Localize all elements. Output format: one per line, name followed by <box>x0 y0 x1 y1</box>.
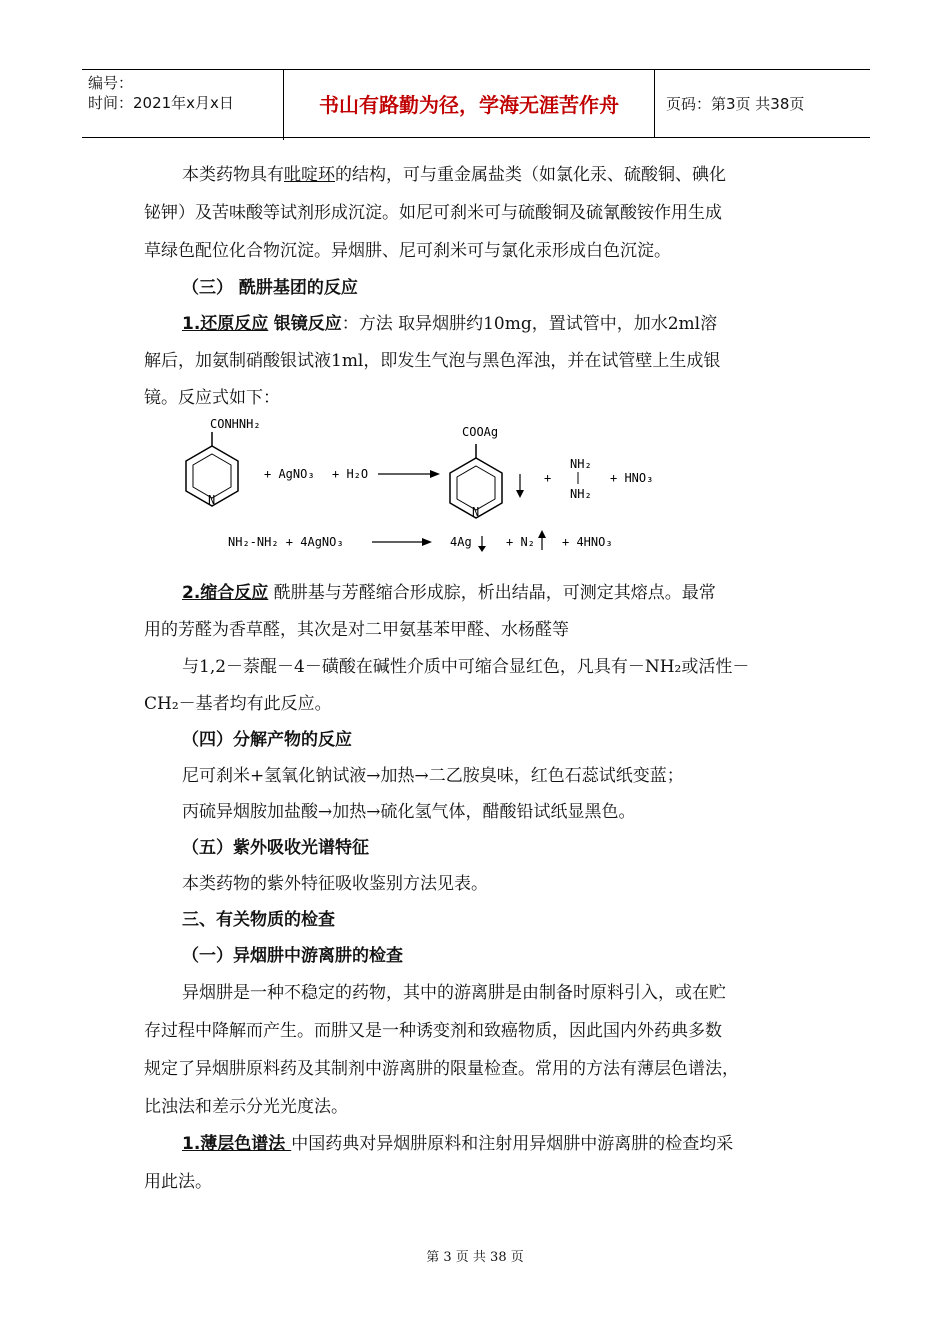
reaction-arrow-2-head <box>422 538 432 546</box>
substituent-label-1: CONHNH₂ <box>210 417 261 431</box>
para-8-line-2: 存过程中降解而产生。而肼又是一种诱变剂和致癌物质，因此国内外药典多数 <box>144 1021 722 1041</box>
para-3-line-1 <box>182 578 842 603</box>
para-4-line-1: 与1,2－萘醌－4－磺酸在碱性介质中可缩合显红色，凡具有－NH₂或活性－ <box>182 657 750 677</box>
para-9-line-2: 用此法。 <box>144 1172 212 1192</box>
para-8-line-3: 规定了异烟肼原料药及其制剂中游离肼的限量检查。常用的方法有薄层色谱法， <box>144 1059 739 1079</box>
reagent-agno3: + AgNO₃ <box>264 467 315 481</box>
para-5: 尼可刹米+氢氧化钠试液→加热→二乙胺臭味，红色石蕊试纸变蓝； <box>182 766 684 786</box>
motto: 书山有路勤为径，学海无涯苦作舟 <box>284 70 655 137</box>
precipitate-arrow-head <box>516 490 524 498</box>
product-hno3: + HNO₃ <box>610 471 654 485</box>
text: 酰肼基与芳醛缩合形成腙，析出结晶，可测定其熔点。最常 <box>268 583 716 603</box>
para-1-line-2: 铋钾）及苦味酸等试剂形成沉淀。如尼可刹米可与硫酸铜及硫氰酸铵作用生成 <box>144 203 722 223</box>
ring-n-1: N <box>208 493 216 507</box>
time-label: 时间：2021年x月x日 <box>88 94 234 112</box>
plus-sign: + <box>544 471 552 485</box>
hydrazine-nh2-bottom: NH₂ <box>570 487 592 501</box>
para-1-line-3: 草绿色配位化合物沉淀。异烟肼、尼可刹米可与氯化汞形成白色沉淀。 <box>144 241 671 261</box>
reduction-reaction-label: 1.还原反应 <box>182 314 269 334</box>
para-2-line-3: 镜。反应式如下： <box>144 388 280 408</box>
para-8-line-1: 异烟肼是一种不稳定的药物，其中的游离肼是由制备时原料引入，或在贮 <box>182 983 726 1003</box>
ring-n-2: N <box>472 505 480 519</box>
heading-4: （四）分解产物的反应 <box>182 730 352 750</box>
text: 本类药物具有 <box>182 165 284 185</box>
eq2-nitrogen: + N₂ <box>506 535 535 549</box>
eq2-reactants: NH₂-NH₂ + 4AgNO₃ <box>228 535 344 549</box>
header-meta <box>82 70 284 140</box>
page-label: 页码：第3页 共38页 <box>666 95 805 113</box>
text: 中国药典对异烟肼原料和注射用异烟肼中游离肼的检查均采 <box>291 1134 734 1154</box>
eq2-silver: 4Ag <box>450 535 472 549</box>
para-2-line-2: 解后，加氨制硝酸银试液1ml，即发生气泡与黑色浑浊，并在试管壁上生成银 <box>144 351 721 371</box>
para-3-line-2: 用的芳醛为香草醛，其次是对二甲氨基苯甲醛、水杨醛等 <box>144 620 569 640</box>
para-8-line-4: 比浊法和差示分光光度法。 <box>144 1097 348 1117</box>
heading-section-three: 三、有关物质的检查 <box>182 910 335 930</box>
heading-3: （三） 酰肼基团的反应 <box>182 278 358 298</box>
gas-arrow-head <box>538 530 546 538</box>
substituent-label-2: COOAg <box>462 425 499 439</box>
hydrazine-nh2-top: NH₂ <box>570 457 592 471</box>
tlc-label: 1.薄层色谱法 <box>182 1134 292 1154</box>
text: 的结构，可与重金属盐类（如氯化汞、硫酸铜、碘化 <box>335 165 726 185</box>
heading-one: （一）异烟肼中游离肼的检查 <box>182 946 403 966</box>
number-label: 编号： <box>88 74 134 92</box>
reaction-arrow-1-head <box>430 470 440 478</box>
para-9-line-1 <box>182 1129 842 1154</box>
page-footer: 第 3 页 共 38 页 <box>426 1250 524 1265</box>
reagent-h2o: + H₂O <box>332 467 369 481</box>
silver-precipitate-arrow-head <box>478 546 486 552</box>
page-header <box>82 69 870 138</box>
heading-5: （五）紫外吸收光谱特征 <box>182 838 369 858</box>
underlined-term: 吡啶环 <box>284 165 335 185</box>
para-7: 本类药物的紫外特征吸收鉴别方法见表。 <box>182 874 488 894</box>
eq2-nitric-acid: + 4HNO₃ <box>562 535 613 549</box>
text: ：方法 取异烟肼约10mg，置试管中，加水2ml溶 <box>341 314 718 334</box>
reaction-scheme <box>170 412 690 562</box>
condensation-reaction-label: 2.缩合反应 <box>182 583 269 603</box>
silver-mirror-label: 银镜反应 <box>273 314 342 334</box>
para-1-line-1 <box>182 160 842 185</box>
para-2-line-1 <box>182 309 842 334</box>
para-6: 丙硫异烟胺加盐酸→加热→硫化氢气体，醋酸铅试纸显黑色。 <box>182 802 636 822</box>
para-4-line-2: CH₂－基者均有此反应。 <box>144 694 332 714</box>
